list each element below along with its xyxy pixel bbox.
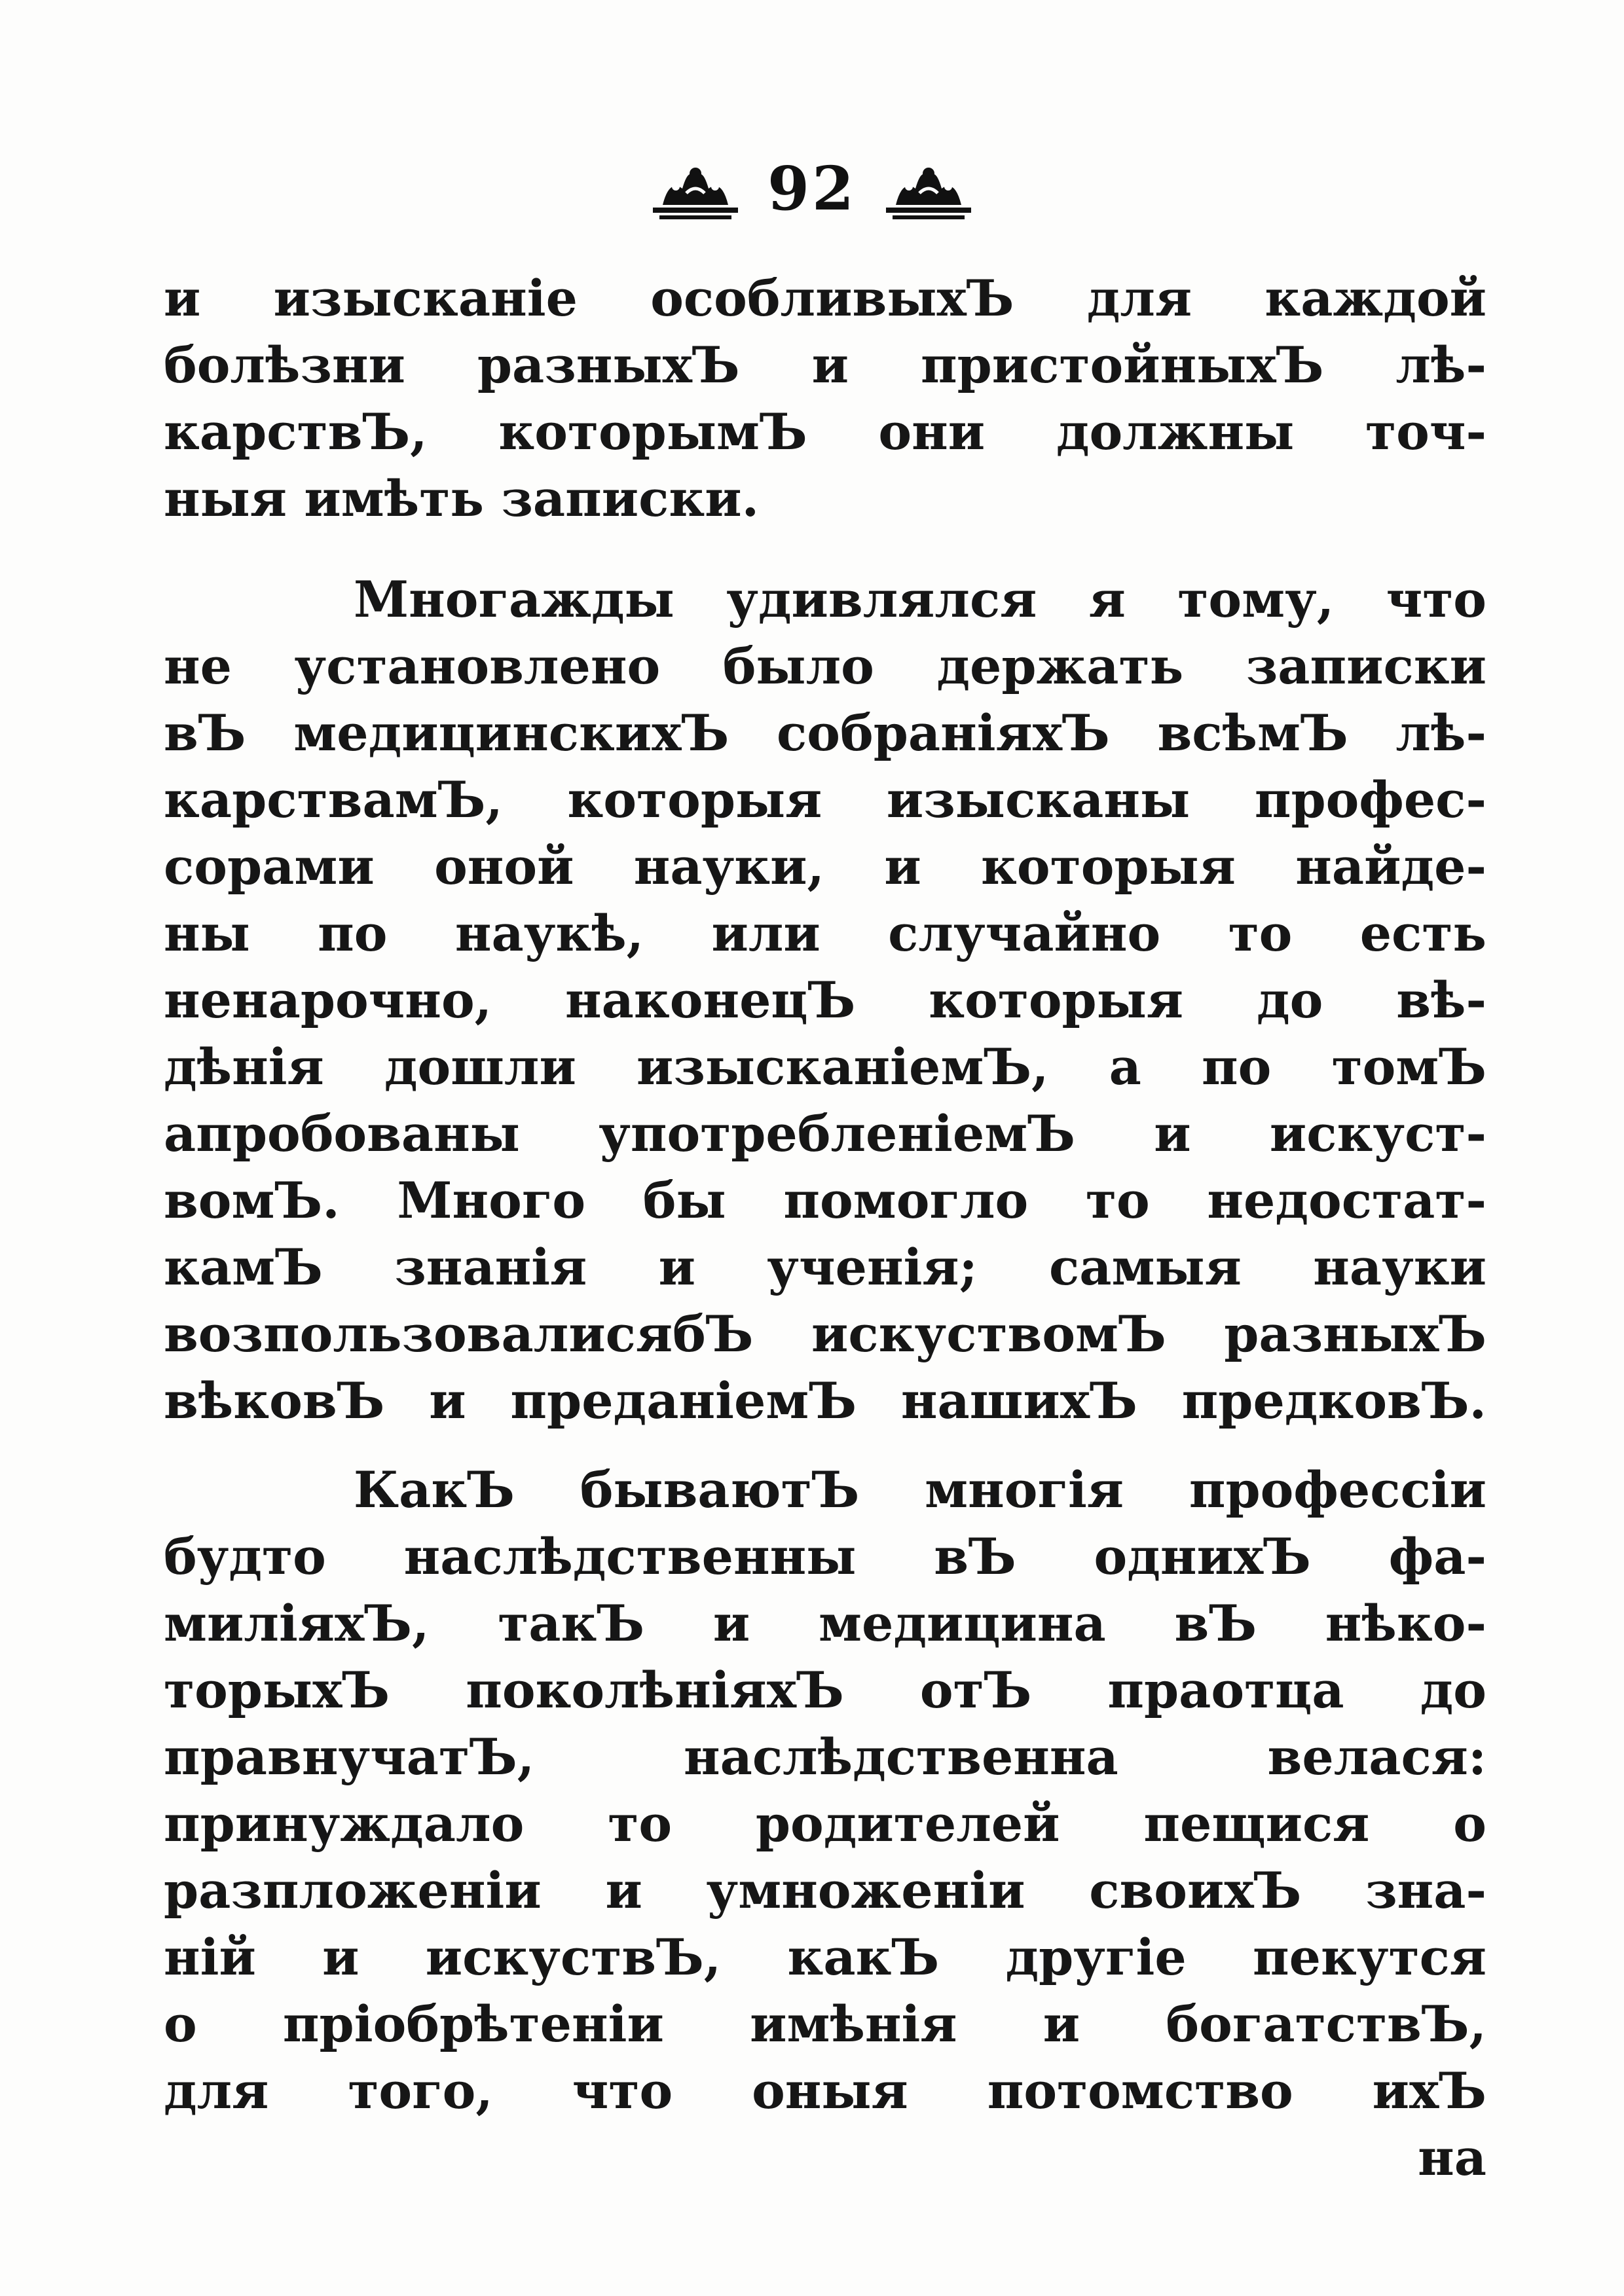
text-line: ныя имѣть записки. bbox=[164, 469, 760, 528]
text-line: о пріобрѣтеніи имѣнія и богатствЪ, bbox=[164, 1995, 1486, 2053]
text-line: болѣзни разныхЪ и пристойныхЪ лѣ- bbox=[164, 336, 1486, 394]
crown-ornament-icon bbox=[883, 153, 974, 225]
text-line: карствЪ, которымЪ они должны точ- bbox=[164, 403, 1486, 461]
text-line: будто наслѣдственны вЪ однихЪ фа- bbox=[164, 1527, 1486, 1586]
text-line: вомЪ. Много бы помогло то недостат- bbox=[164, 1171, 1486, 1230]
text-line: миліяхЪ, такЪ и медицина вЪ нѣко- bbox=[164, 1594, 1486, 1652]
text-line: принуждало то родителей пещися о bbox=[164, 1795, 1486, 1853]
text-line: торыхЪ поколѣніяхЪ отЪ праотца до bbox=[164, 1661, 1486, 1719]
text-line: ненарочно, наконецЪ которыя до вѣ- bbox=[164, 971, 1486, 1029]
text-line: ній и искуствЪ, какЪ другіе пекутся bbox=[164, 1928, 1486, 1986]
crown-ornament-icon bbox=[650, 153, 741, 225]
text-line: для того, что оныя потомство ихЪ bbox=[164, 2062, 1486, 2120]
catchword: на bbox=[1418, 2128, 1486, 2187]
text-line: дѣнія дошли изысканіемЪ, а по томЪ bbox=[164, 1038, 1486, 1096]
text-line: камЪ знанія и ученія; самыя науки bbox=[164, 1238, 1486, 1296]
text-line: карствамЪ, которыя изысканы профес- bbox=[164, 771, 1486, 829]
paragraph-3 bbox=[164, 1457, 1486, 2191]
page-number: 92 bbox=[767, 153, 857, 224]
text-line: разпложеніи и умноженіи своихЪ зна- bbox=[164, 1861, 1486, 1920]
text-line: апробованы употребленіемЪ и искуст- bbox=[164, 1104, 1486, 1163]
text-line: ны по наукѣ, или случайно то есть bbox=[164, 904, 1486, 962]
page-header bbox=[0, 143, 1624, 234]
paragraph-2 bbox=[164, 566, 1486, 1434]
text-line: и изысканіе особливыхЪ для каждой bbox=[164, 269, 1486, 327]
paragraph-1 bbox=[164, 265, 1486, 532]
text-line: Многажды удивлялся я тому, что bbox=[354, 570, 1486, 629]
text-line: не установлено было держать записки bbox=[164, 637, 1486, 695]
text-line: вЪ медицинскихЪ собраніяхЪ всѣмЪ лѣ- bbox=[164, 704, 1486, 762]
text-line: КакЪ бываютЪ многія профессіи bbox=[354, 1461, 1486, 1519]
text-line: правнучатЪ, наслѣдственна велася: bbox=[164, 1728, 1486, 1786]
text-line: сорами оной науки, и которыя найде- bbox=[164, 837, 1486, 896]
text-line: вѣковЪ и преданіемЪ нашихЪ предковЪ. bbox=[164, 1372, 1486, 1430]
text-line: возпользовалисябЪ искуствомЪ разныхЪ bbox=[164, 1305, 1486, 1363]
